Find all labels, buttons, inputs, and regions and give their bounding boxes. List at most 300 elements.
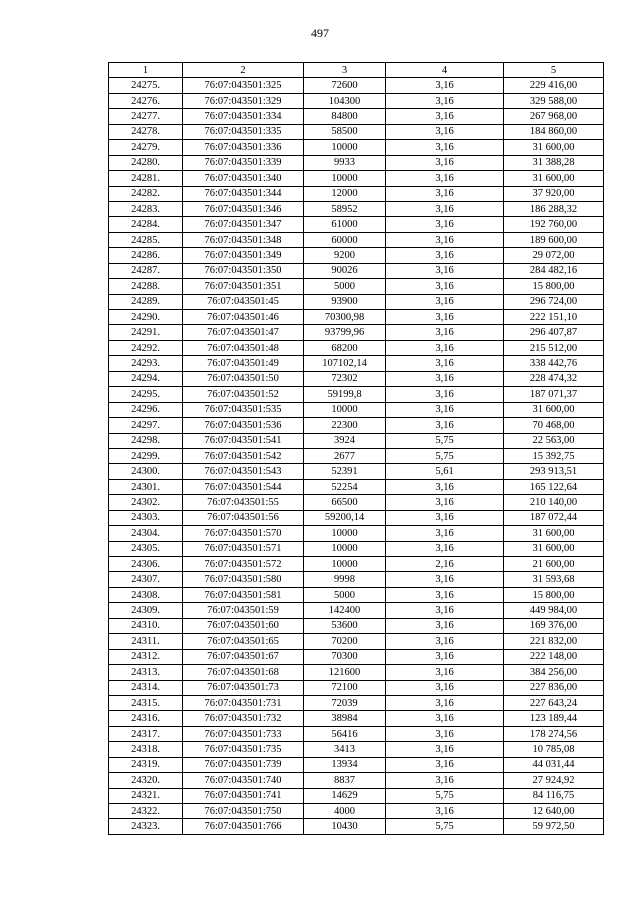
row-number-cell: 24305.	[109, 541, 183, 556]
table-row	[109, 603, 604, 618]
rate-cell: 3,16	[386, 804, 504, 819]
rate-cell: 3,16	[386, 387, 504, 402]
row-number-cell: 24320.	[109, 773, 183, 788]
area-cell: 5000	[304, 279, 386, 294]
rate-cell: 3,16	[386, 371, 504, 386]
rate-cell: 5,75	[386, 433, 504, 448]
rate-cell: 3,16	[386, 248, 504, 263]
area-cell: 14629	[304, 788, 386, 803]
cadastral-number-cell: 76:07:043501:56	[183, 510, 304, 525]
row-number-cell: 24283.	[109, 201, 183, 216]
cadastral-number-cell: 76:07:043501:580	[183, 572, 304, 587]
area-cell: 104300	[304, 93, 386, 108]
page-number: 497	[311, 26, 329, 40]
row-number-cell: 24288.	[109, 279, 183, 294]
row-number-cell: 24301.	[109, 479, 183, 494]
rate-cell: 3,16	[386, 618, 504, 633]
column-header-1: 1	[109, 63, 183, 78]
amount-cell: 215 512,00	[504, 340, 604, 355]
cadastral-number-cell: 76:07:043501:59	[183, 603, 304, 618]
amount-cell: 84 116,75	[504, 788, 604, 803]
amount-cell: 186 288,32	[504, 201, 604, 216]
row-number-cell: 24322.	[109, 804, 183, 819]
row-number-cell: 24275.	[109, 78, 183, 93]
rate-cell: 3,16	[386, 155, 504, 170]
area-cell: 10000	[304, 526, 386, 541]
amount-cell: 21 600,00	[504, 557, 604, 572]
area-cell: 53600	[304, 618, 386, 633]
table-row	[109, 279, 604, 294]
area-cell: 59199,8	[304, 387, 386, 402]
row-number-cell: 24318.	[109, 742, 183, 757]
amount-cell: 267 968,00	[504, 109, 604, 124]
table-row	[109, 232, 604, 247]
row-number-cell: 24309.	[109, 603, 183, 618]
area-cell: 72039	[304, 695, 386, 710]
cadastral-number-cell: 76:07:043501:739	[183, 757, 304, 772]
amount-cell: 169 376,00	[504, 618, 604, 633]
rate-cell: 3,16	[386, 279, 504, 294]
table-row	[109, 510, 604, 525]
area-cell: 52254	[304, 479, 386, 494]
area-cell: 70200	[304, 634, 386, 649]
rate-cell: 3,16	[386, 665, 504, 680]
row-number-cell: 24280.	[109, 155, 183, 170]
table-row	[109, 356, 604, 371]
row-number-cell: 24285.	[109, 232, 183, 247]
amount-cell: 22 563,00	[504, 433, 604, 448]
area-cell: 66500	[304, 495, 386, 510]
area-cell: 107102,14	[304, 356, 386, 371]
rate-cell: 3,16	[386, 310, 504, 325]
table-row	[109, 340, 604, 355]
cadastral-number-cell: 76:07:043501:347	[183, 217, 304, 232]
rate-cell: 3,16	[386, 325, 504, 340]
cadastral-number-cell: 76:07:043501:572	[183, 557, 304, 572]
table-row	[109, 263, 604, 278]
amount-cell: 221 832,00	[504, 634, 604, 649]
area-cell: 9200	[304, 248, 386, 263]
cadastral-number-cell: 76:07:043501:570	[183, 526, 304, 541]
rate-cell: 3,16	[386, 171, 504, 186]
area-cell: 4000	[304, 804, 386, 819]
amount-cell: 15 392,75	[504, 448, 604, 463]
table-row	[109, 742, 604, 757]
table-row	[109, 495, 604, 510]
rate-cell: 3,16	[386, 294, 504, 309]
row-number-cell: 24296.	[109, 402, 183, 417]
table-row	[109, 773, 604, 788]
cadastral-number-cell: 76:07:043501:346	[183, 201, 304, 216]
rate-cell: 3,16	[386, 495, 504, 510]
table-row	[109, 448, 604, 463]
row-number-cell: 24290.	[109, 310, 183, 325]
row-number-cell: 24298.	[109, 433, 183, 448]
row-number-cell: 24321.	[109, 788, 183, 803]
row-number-cell: 24293.	[109, 356, 183, 371]
cadastral-number-cell: 76:07:043501:336	[183, 140, 304, 155]
rate-cell: 5,75	[386, 819, 504, 834]
cadastral-number-cell: 76:07:043501:67	[183, 649, 304, 664]
table-row	[109, 418, 604, 433]
row-number-cell: 24307.	[109, 572, 183, 587]
amount-cell: 31 600,00	[504, 140, 604, 155]
table-row	[109, 109, 604, 124]
rate-cell: 3,16	[386, 587, 504, 602]
row-number-cell: 24316.	[109, 711, 183, 726]
amount-cell: 37 920,00	[504, 186, 604, 201]
area-cell: 8837	[304, 773, 386, 788]
amount-cell: 189 600,00	[504, 232, 604, 247]
row-number-cell: 24310.	[109, 618, 183, 633]
amount-cell: 123 189,44	[504, 711, 604, 726]
table-row	[109, 587, 604, 602]
area-cell: 61000	[304, 217, 386, 232]
rate-cell: 3,16	[386, 526, 504, 541]
rate-cell: 3,16	[386, 603, 504, 618]
cadastral-number-cell: 76:07:043501:732	[183, 711, 304, 726]
area-cell: 72302	[304, 371, 386, 386]
cadastral-number-cell: 76:07:043501:50	[183, 371, 304, 386]
rate-cell: 3,16	[386, 232, 504, 247]
row-number-cell: 24294.	[109, 371, 183, 386]
cadastral-number-cell: 76:07:043501:340	[183, 171, 304, 186]
table-row	[109, 217, 604, 232]
row-number-cell: 24323.	[109, 819, 183, 834]
column-header-3: 3	[304, 63, 386, 78]
table-row	[109, 665, 604, 680]
amount-cell: 31 600,00	[504, 541, 604, 556]
row-number-cell: 24291.	[109, 325, 183, 340]
rate-cell: 3,16	[386, 773, 504, 788]
table-row	[109, 294, 604, 309]
amount-cell: 293 913,51	[504, 464, 604, 479]
area-cell: 2677	[304, 448, 386, 463]
rate-cell: 3,16	[386, 634, 504, 649]
table-row	[109, 433, 604, 448]
table-row	[109, 387, 604, 402]
cadastral-number-cell: 76:07:043501:65	[183, 634, 304, 649]
table-row	[109, 171, 604, 186]
cadastral-number-cell: 76:07:043501:542	[183, 448, 304, 463]
cadastral-number-cell: 76:07:043501:543	[183, 464, 304, 479]
cadastral-number-cell: 76:07:043501:49	[183, 356, 304, 371]
row-number-cell: 24292.	[109, 340, 183, 355]
column-header-5: 5	[504, 63, 604, 78]
amount-cell: 27 924,92	[504, 773, 604, 788]
table-row	[109, 371, 604, 386]
cadastral-number-cell: 76:07:043501:750	[183, 804, 304, 819]
rate-cell: 3,16	[386, 510, 504, 525]
rate-cell: 3,16	[386, 263, 504, 278]
area-cell: 121600	[304, 665, 386, 680]
rate-cell: 3,16	[386, 356, 504, 371]
rate-cell: 5,61	[386, 464, 504, 479]
cadastral-number-cell: 76:07:043501:73	[183, 680, 304, 695]
row-number-cell: 24279.	[109, 140, 183, 155]
amount-cell: 227 836,00	[504, 680, 604, 695]
rate-cell: 3,16	[386, 124, 504, 139]
area-cell: 84800	[304, 109, 386, 124]
table-row	[109, 711, 604, 726]
row-number-cell: 24287.	[109, 263, 183, 278]
rate-cell: 3,16	[386, 78, 504, 93]
rate-cell: 3,16	[386, 140, 504, 155]
row-number-cell: 24300.	[109, 464, 183, 479]
amount-cell: 227 643,24	[504, 695, 604, 710]
rate-cell: 3,16	[386, 572, 504, 587]
area-cell: 59200,14	[304, 510, 386, 525]
area-cell: 93799,96	[304, 325, 386, 340]
amount-cell: 15 800,00	[504, 587, 604, 602]
row-number-cell: 24278.	[109, 124, 183, 139]
rate-cell: 3,16	[386, 340, 504, 355]
cadastral-number-cell: 76:07:043501:335	[183, 124, 304, 139]
area-cell: 10000	[304, 140, 386, 155]
rate-cell: 3,16	[386, 541, 504, 556]
area-cell: 10430	[304, 819, 386, 834]
table-row	[109, 804, 604, 819]
rate-cell: 5,75	[386, 448, 504, 463]
table-body	[109, 78, 604, 834]
row-number-cell: 24284.	[109, 217, 183, 232]
area-cell: 5000	[304, 587, 386, 602]
amount-cell: 229 416,00	[504, 78, 604, 93]
area-cell: 3924	[304, 433, 386, 448]
cadastral-number-cell: 76:07:043501:52	[183, 387, 304, 402]
amount-cell: 210 140,00	[504, 495, 604, 510]
cadastral-number-cell: 76:07:043501:535	[183, 402, 304, 417]
amount-cell: 29 072,00	[504, 248, 604, 263]
table-row	[109, 757, 604, 772]
cadastral-number-cell: 76:07:043501:325	[183, 78, 304, 93]
rate-cell: 5,75	[386, 788, 504, 803]
row-number-cell: 24281.	[109, 171, 183, 186]
amount-cell: 31 600,00	[504, 526, 604, 541]
row-number-cell: 24289.	[109, 294, 183, 309]
table-row	[109, 634, 604, 649]
cadastral-number-cell: 76:07:043501:334	[183, 109, 304, 124]
amount-cell: 449 984,00	[504, 603, 604, 618]
table-row	[109, 186, 604, 201]
cadastral-number-cell: 76:07:043501:544	[183, 479, 304, 494]
amount-cell: 44 031,44	[504, 757, 604, 772]
amount-cell: 165 122,64	[504, 479, 604, 494]
table-row	[109, 819, 604, 834]
area-cell: 70300,98	[304, 310, 386, 325]
amount-cell: 15 800,00	[504, 279, 604, 294]
row-number-cell: 24315.	[109, 695, 183, 710]
amount-cell: 222 148,00	[504, 649, 604, 664]
cadastral-number-cell: 76:07:043501:48	[183, 340, 304, 355]
area-cell: 52391	[304, 464, 386, 479]
area-cell: 3413	[304, 742, 386, 757]
area-cell: 9998	[304, 572, 386, 587]
area-cell: 13934	[304, 757, 386, 772]
row-number-cell: 24314.	[109, 680, 183, 695]
rate-cell: 3,16	[386, 418, 504, 433]
cadastral-number-cell: 76:07:043501:349	[183, 248, 304, 263]
row-number-cell: 24276.	[109, 93, 183, 108]
rate-cell: 3,16	[386, 649, 504, 664]
cadastral-number-cell: 76:07:043501:339	[183, 155, 304, 170]
rate-cell: 3,16	[386, 93, 504, 108]
row-number-cell: 24311.	[109, 634, 183, 649]
amount-cell: 296 407,87	[504, 325, 604, 340]
table-row	[109, 325, 604, 340]
area-cell: 22300	[304, 418, 386, 433]
table-row	[109, 140, 604, 155]
area-cell: 72100	[304, 680, 386, 695]
amount-cell: 187 072,44	[504, 510, 604, 525]
table-row	[109, 201, 604, 216]
rate-cell: 3,16	[386, 695, 504, 710]
table-row	[109, 310, 604, 325]
row-number-cell: 24308.	[109, 587, 183, 602]
cadastral-number-cell: 76:07:043501:731	[183, 695, 304, 710]
table-row	[109, 695, 604, 710]
row-number-cell: 24303.	[109, 510, 183, 525]
cadastral-number-cell: 76:07:043501:766	[183, 819, 304, 834]
area-cell: 9933	[304, 155, 386, 170]
area-cell: 56416	[304, 726, 386, 741]
amount-cell: 70 468,00	[504, 418, 604, 433]
amount-cell: 284 482,16	[504, 263, 604, 278]
rate-cell: 3,16	[386, 186, 504, 201]
table-row	[109, 402, 604, 417]
table-row	[109, 726, 604, 741]
column-header-2: 2	[183, 63, 304, 78]
amount-cell: 59 972,50	[504, 819, 604, 834]
area-cell: 60000	[304, 232, 386, 247]
area-cell: 10000	[304, 541, 386, 556]
amount-cell: 31 600,00	[504, 402, 604, 417]
amount-cell: 192 760,00	[504, 217, 604, 232]
row-number-cell: 24319.	[109, 757, 183, 772]
area-cell: 10000	[304, 402, 386, 417]
table-row	[109, 618, 604, 633]
amount-cell: 10 785,08	[504, 742, 604, 757]
table-row	[109, 557, 604, 572]
area-cell: 58500	[304, 124, 386, 139]
row-number-cell: 24277.	[109, 109, 183, 124]
table-row	[109, 479, 604, 494]
area-cell: 142400	[304, 603, 386, 618]
rate-cell: 3,16	[386, 757, 504, 772]
table-row	[109, 93, 604, 108]
table-header-row	[109, 63, 604, 78]
amount-cell: 228 474,32	[504, 371, 604, 386]
cadastral-number-cell: 76:07:043501:46	[183, 310, 304, 325]
cadastral-number-cell: 76:07:043501:329	[183, 93, 304, 108]
area-cell: 58952	[304, 201, 386, 216]
cadastral-number-cell: 76:07:043501:351	[183, 279, 304, 294]
cadastral-number-cell: 76:07:043501:740	[183, 773, 304, 788]
area-cell: 68200	[304, 340, 386, 355]
table-row	[109, 124, 604, 139]
amount-cell: 384 256,00	[504, 665, 604, 680]
rate-cell: 3,16	[386, 201, 504, 216]
row-number-cell: 24302.	[109, 495, 183, 510]
amount-cell: 184 860,00	[504, 124, 604, 139]
area-cell: 93900	[304, 294, 386, 309]
rate-cell: 3,16	[386, 680, 504, 695]
row-number-cell: 24297.	[109, 418, 183, 433]
amount-cell: 31 600,00	[504, 171, 604, 186]
rate-cell: 3,16	[386, 217, 504, 232]
table-row	[109, 680, 604, 695]
cadastral-number-cell: 76:07:043501:60	[183, 618, 304, 633]
rate-cell: 2,16	[386, 557, 504, 572]
row-number-cell: 24286.	[109, 248, 183, 263]
cadastral-number-cell: 76:07:043501:344	[183, 186, 304, 201]
cadastral-number-cell: 76:07:043501:68	[183, 665, 304, 680]
amount-cell: 31 593,68	[504, 572, 604, 587]
cadastral-number-cell: 76:07:043501:541	[183, 433, 304, 448]
amount-cell: 12 640,00	[504, 804, 604, 819]
cadastral-number-cell: 76:07:043501:45	[183, 294, 304, 309]
table-row	[109, 572, 604, 587]
table-row	[109, 649, 604, 664]
row-number-cell: 24312.	[109, 649, 183, 664]
row-number-cell: 24299.	[109, 448, 183, 463]
area-cell: 10000	[304, 171, 386, 186]
row-number-cell: 24304.	[109, 526, 183, 541]
amount-cell: 296 724,00	[504, 294, 604, 309]
amount-cell: 329 588,00	[504, 93, 604, 108]
table-row	[109, 155, 604, 170]
area-cell: 70300	[304, 649, 386, 664]
row-number-cell: 24295.	[109, 387, 183, 402]
area-cell: 12000	[304, 186, 386, 201]
row-number-cell: 24317.	[109, 726, 183, 741]
cadastral-number-cell: 76:07:043501:55	[183, 495, 304, 510]
cadastral-number-cell: 76:07:043501:735	[183, 742, 304, 757]
row-number-cell: 24313.	[109, 665, 183, 680]
amount-cell: 222 151,10	[504, 310, 604, 325]
cadastral-number-cell: 76:07:043501:348	[183, 232, 304, 247]
amount-cell: 187 071,37	[504, 387, 604, 402]
area-cell: 38984	[304, 711, 386, 726]
cadastral-number-cell: 76:07:043501:47	[183, 325, 304, 340]
rate-cell: 3,16	[386, 742, 504, 757]
cadastral-number-cell: 76:07:043501:350	[183, 263, 304, 278]
table-row	[109, 788, 604, 803]
cadastral-table	[108, 62, 604, 835]
table-row	[109, 464, 604, 479]
amount-cell: 178 274,56	[504, 726, 604, 741]
cadastral-number-cell: 76:07:043501:536	[183, 418, 304, 433]
cadastral-number-cell: 76:07:043501:571	[183, 541, 304, 556]
rate-cell: 3,16	[386, 109, 504, 124]
area-cell: 90026	[304, 263, 386, 278]
rate-cell: 3,16	[386, 711, 504, 726]
table-row	[109, 526, 604, 541]
cadastral-number-cell: 76:07:043501:733	[183, 726, 304, 741]
table-row	[109, 248, 604, 263]
column-header-4: 4	[386, 63, 504, 78]
table-row	[109, 78, 604, 93]
rate-cell: 3,16	[386, 726, 504, 741]
area-cell: 10000	[304, 557, 386, 572]
cadastral-number-cell: 76:07:043501:741	[183, 788, 304, 803]
amount-cell: 338 442,76	[504, 356, 604, 371]
row-number-cell: 24282.	[109, 186, 183, 201]
rate-cell: 3,16	[386, 402, 504, 417]
rate-cell: 3,16	[386, 479, 504, 494]
cadastral-number-cell: 76:07:043501:581	[183, 587, 304, 602]
table-row	[109, 541, 604, 556]
